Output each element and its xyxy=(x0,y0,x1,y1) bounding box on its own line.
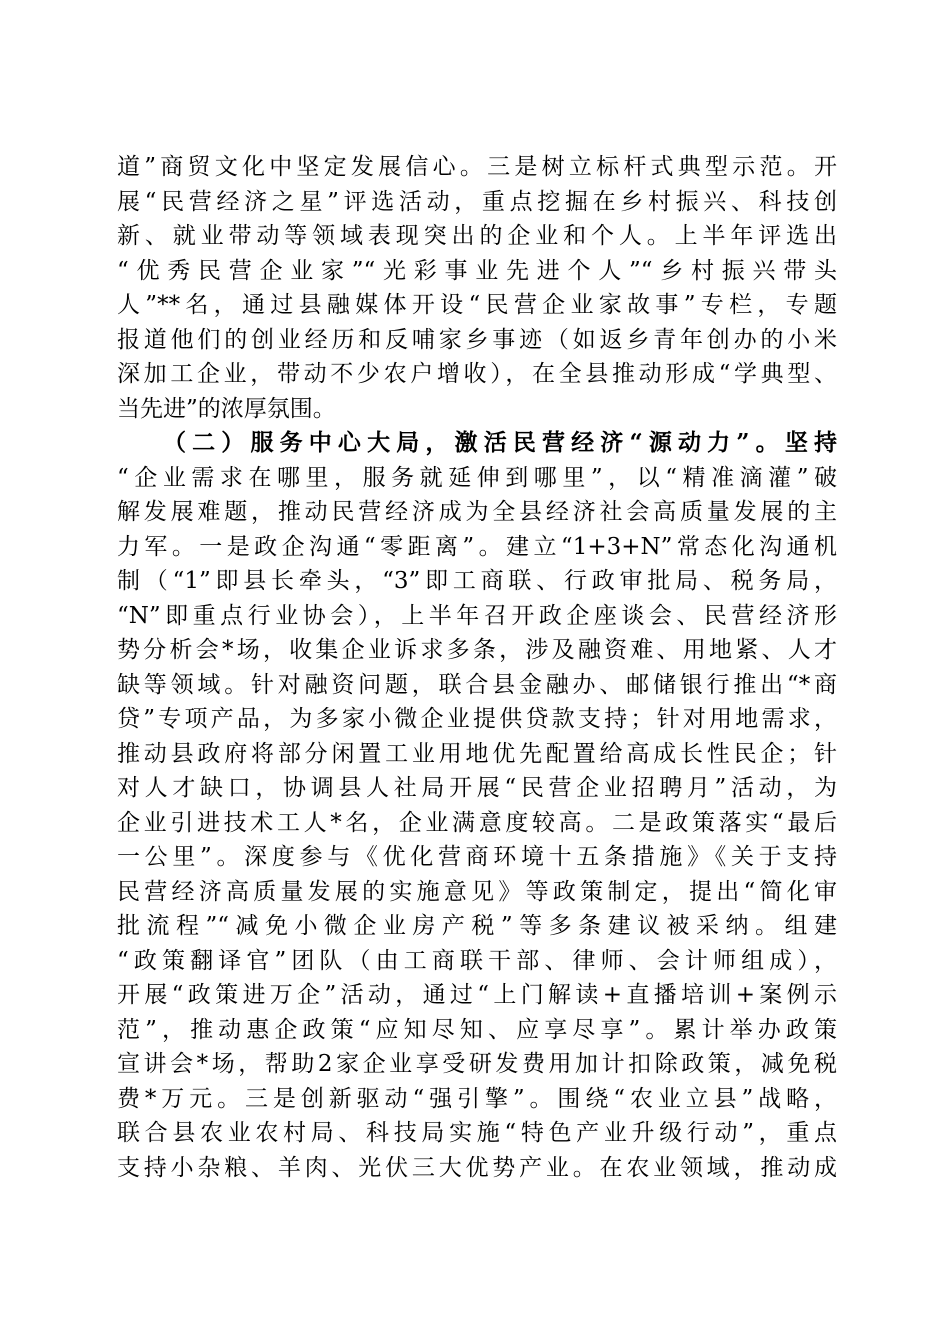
text-line: 对人才缺口，协调县人社局开展“民营企业招聘月”活动，为 xyxy=(117,775,837,801)
text-line: 开展“政策进万企”活动，通过“上门解读+直播培训+案例示 xyxy=(117,982,837,1008)
text-line: 范”，推动惠企政策“应知尽知、应享尽享”。累计举办政策 xyxy=(117,1016,837,1043)
text-line: “企业需求在哪里，服务就延伸到哪里”，以“精准滴灌”破 xyxy=(117,464,837,491)
text-line: “优秀民营企业家”“光彩事业先进个人”“乡村振兴带头 xyxy=(117,257,837,284)
text-line: 道”商贸文化中坚定发展信心。三是树立标杆式典型示范。开 xyxy=(117,154,837,180)
text-line: 企业引进技术工人*名，企业满意度较高。二是政策落实“最后 xyxy=(117,809,837,836)
text-line: 费*万元。三是创新驱动“强引擎”。围绕“农业立县”战略， xyxy=(117,1085,837,1112)
text-line: 批流程”“减免小微企业房产税”等多条建议被采纳。组建 xyxy=(117,913,837,939)
text-line: 民营经济高质量发展的实施意见》等政策制定，提出“简化审 xyxy=(117,878,837,905)
text-line: 新、就业带动等领域表现突出的企业和个人。上半年评选出 xyxy=(117,223,837,249)
text-line: “N”即重点行业协会），上半年召开政企座谈会、民营经济形 xyxy=(117,602,837,629)
text-line: 推动县政府将部分闲置工业用地优先配置给高成长性民企；针 xyxy=(117,740,837,767)
text-line: 一公里”。深度参与《优化营商环境十五条措施》《关于支持 xyxy=(117,844,837,870)
text-line: 解发展难题，推动民营经济成为全县经济社会高质量发展的主 xyxy=(117,499,837,525)
text-line: 缺等领域。针对融资问题，联合县金融办、邮储银行推出“*商 xyxy=(117,671,837,698)
text-line: 贷”专项产品，为多家小微企业提供贷款支持；针对用地需求， xyxy=(117,706,837,732)
section-heading-line: （二）服务中心大局，激活民营经济“源动力”。坚持 xyxy=(163,429,837,456)
text-line: 深加工企业，带动不少农户增收），在全县推动形成“学典型、 xyxy=(117,361,837,387)
text-line: “政策翻译官”团队（由工商联干部、律师、会计师组成）， xyxy=(117,947,837,974)
text-line: 势分析会*场，收集企业诉求多条，涉及融资难、用地紧、人才 xyxy=(117,637,837,663)
text-line: 力军。一是政企沟通“零距离”。建立“1+3+N”常态化沟通机 xyxy=(117,533,837,560)
text-line: 联合县农业农村局、科技局实施“特色产业升级行动”，重点 xyxy=(117,1120,837,1146)
text-line: 支持小杂粮、羊肉、光伏三大优势产业。在农业领域，推动成 xyxy=(117,1154,837,1181)
text-line: 报道他们的创业经历和反哺家乡事迹（如返乡青年创办的小米 xyxy=(117,326,837,353)
body-text xyxy=(117,150,837,1185)
text-line: 展“民营经济之星”评选活动，重点挖掘在乡村振兴、科技创 xyxy=(117,188,837,215)
text-line: 制（“1”即县长牵头，“3”即工商联、行政审批局、税务局， xyxy=(117,568,837,594)
text-line: 宣讲会*场，帮助2家企业享受研发费用加计扣除政策，减免税 xyxy=(117,1051,837,1077)
text-line: 当先进”的浓厚氛围。 xyxy=(117,395,336,422)
text-line: 人”**名，通过县融媒体开设“民营企业家故事”专栏，专题 xyxy=(117,292,837,318)
